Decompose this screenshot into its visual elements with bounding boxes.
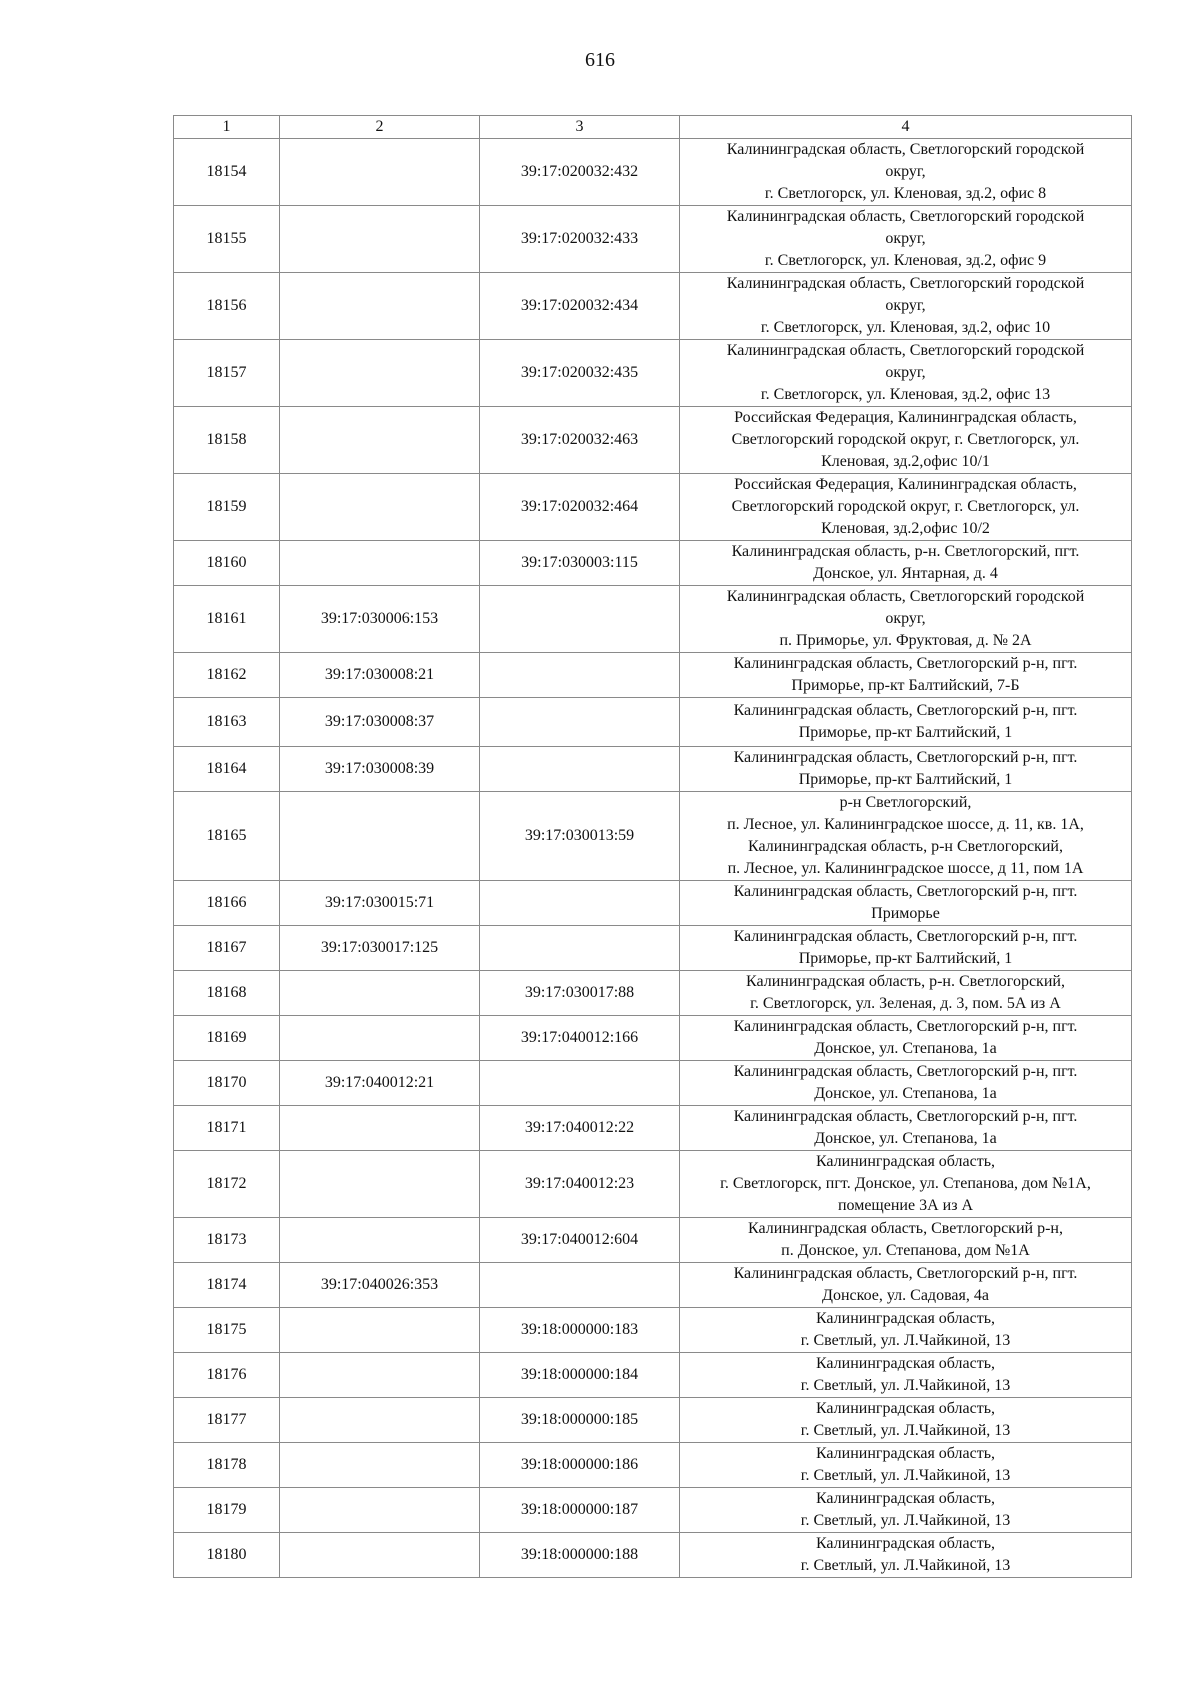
address-line: Калининградская область, Светлогорский городской [726, 208, 1085, 225]
cell-address [680, 586, 1132, 653]
cell-column-3 [480, 586, 680, 653]
cell-address [680, 1308, 1132, 1353]
cell-column-2 [280, 1218, 480, 1263]
cell-column-2: 39:17:030017:125 [280, 926, 480, 971]
table-row [174, 541, 1132, 586]
cell-column-2 [280, 474, 480, 541]
address-line: Калининградская область, р-н. Светлогорский, [746, 973, 1065, 990]
cell-column-2 [280, 1398, 480, 1443]
table-row [174, 698, 1132, 747]
address-line: п. Донское, ул. Степанова, дом №1А [781, 1242, 1030, 1259]
cell-column-3: 39:18:000000:186 [480, 1443, 680, 1488]
address-line: Калининградская область, Светлогорский р-н, пгт. [733, 928, 1078, 945]
cell-column-2 [280, 273, 480, 340]
cell-address [680, 747, 1132, 792]
cell-number: 18171 [174, 1106, 280, 1151]
cell-address [680, 1106, 1132, 1151]
cell-address [680, 273, 1132, 340]
address-line: округ, [885, 610, 926, 627]
cell-column-3: 39:17:030017:88 [480, 971, 680, 1016]
cell-number: 18179 [174, 1488, 280, 1533]
cell-number: 18156 [174, 273, 280, 340]
address-line: Российская Федерация, Калининградская область, [734, 476, 1077, 493]
address-line: р-н Светлогорский, [839, 794, 972, 811]
table-row [174, 792, 1132, 881]
cell-address [680, 792, 1132, 881]
cell-column-3: 39:17:020032:463 [480, 407, 680, 474]
cell-column-3 [480, 1061, 680, 1106]
address-line: г. Светлый, ул. Л.Чайкиной, 13 [800, 1377, 1011, 1394]
cell-column-3: 39:17:020032:432 [480, 139, 680, 206]
cell-number: 18158 [174, 407, 280, 474]
address-line: Калининградская область, Светлогорский р-н, пгт. [733, 1265, 1078, 1282]
cell-number: 18161 [174, 586, 280, 653]
cell-address [680, 1218, 1132, 1263]
address-line: Приморье, пр-кт Балтийский, 1 [798, 950, 1013, 967]
address-line: г. Светлый, ул. Л.Чайкиной, 13 [800, 1467, 1011, 1484]
cell-column-2: 39:17:030008:39 [280, 747, 480, 792]
column-header-1: 1 [174, 116, 280, 139]
address-line: п. Приморье, ул. Фруктовая, д. № 2А [779, 632, 1032, 649]
cell-column-2 [280, 1443, 480, 1488]
address-line: округ, [885, 297, 926, 314]
table-row [174, 474, 1132, 541]
cell-address [680, 698, 1132, 747]
address-line: Донское, ул. Степанова, 1а [814, 1130, 997, 1147]
address-line: округ, [885, 364, 926, 381]
address-line: Донское, ул. Степанова, 1а [814, 1040, 997, 1057]
table-row [174, 971, 1132, 1016]
header-row [174, 116, 1132, 139]
address-line: Светлогорский городской округ, г. Светлогорск, ул. [731, 498, 1080, 515]
table-row [174, 1061, 1132, 1106]
table-row [174, 340, 1132, 407]
address-line: Кленовая, зд.2,офис 10/1 [821, 453, 990, 470]
cell-address [680, 1443, 1132, 1488]
cell-number: 18168 [174, 971, 280, 1016]
address-line: округ, [885, 230, 926, 247]
address-line: г. Светлогорск, ул. Кленовая, зд.2, офис 13 [760, 386, 1051, 403]
cell-address [680, 340, 1132, 407]
cell-column-2: 39:17:030008:21 [280, 653, 480, 698]
cell-column-2: 39:17:040026:353 [280, 1263, 480, 1308]
cell-column-2 [280, 971, 480, 1016]
table-row [174, 926, 1132, 971]
cell-column-3: 39:18:000000:187 [480, 1488, 680, 1533]
table-header [174, 116, 1132, 139]
cell-column-2 [280, 1016, 480, 1061]
cell-number: 18174 [174, 1263, 280, 1308]
cell-number: 18178 [174, 1443, 280, 1488]
registry-table [173, 115, 1132, 1578]
address-line: Калининградская область, Светлогорский р-н, пгт. [733, 1063, 1078, 1080]
address-line: г. Светлый, ул. Л.Чайкиной, 13 [800, 1332, 1011, 1349]
cell-number: 18169 [174, 1016, 280, 1061]
cell-column-3 [480, 698, 680, 747]
address-line: г. Светлогорск, ул. Кленовая, зд.2, офис 8 [764, 185, 1047, 202]
table-row [174, 1308, 1132, 1353]
table-row [174, 1533, 1132, 1578]
cell-address [680, 1016, 1132, 1061]
table-row [174, 1263, 1132, 1308]
cell-address [680, 1533, 1132, 1578]
cell-column-2 [280, 407, 480, 474]
cell-column-3 [480, 653, 680, 698]
cell-number: 18155 [174, 206, 280, 273]
cell-number: 18160 [174, 541, 280, 586]
table-row [174, 1016, 1132, 1061]
cell-address [680, 1263, 1132, 1308]
cell-column-2 [280, 541, 480, 586]
address-line: Приморье, пр-кт Балтийский, 1 [798, 771, 1013, 788]
address-line: Калининградская область, [815, 1310, 996, 1327]
cell-address [680, 1398, 1132, 1443]
cell-number: 18170 [174, 1061, 280, 1106]
cell-column-3: 39:17:020032:433 [480, 206, 680, 273]
address-line: Калининградская область, Светлогорский р-н, пгт. [733, 1018, 1078, 1035]
address-line: Российская Федерация, Калининградская область, [734, 409, 1077, 426]
address-line: округ, [885, 163, 926, 180]
cell-column-3: 39:17:020032:434 [480, 273, 680, 340]
cell-address [680, 541, 1132, 586]
cell-address [680, 1488, 1132, 1533]
cell-number: 18177 [174, 1398, 280, 1443]
address-line: п. Лесное, ул. Калининградское шоссе, д. 11, кв. 1А, [727, 816, 1084, 833]
address-line: Донское, ул. Садовая, 4а [822, 1287, 989, 1304]
cell-column-2 [280, 1353, 480, 1398]
address-line: Приморье, пр-кт Балтийский, 1 [798, 724, 1013, 741]
cell-column-3 [480, 926, 680, 971]
cell-column-3: 39:17:020032:435 [480, 340, 680, 407]
cell-number: 18164 [174, 747, 280, 792]
cell-address [680, 926, 1132, 971]
address-line: Приморье [871, 905, 940, 922]
cell-number: 18180 [174, 1533, 280, 1578]
address-line: Калининградская область, р-н. Светлогорский, пгт. [731, 543, 1080, 560]
cell-address [680, 206, 1132, 273]
table-row [174, 1353, 1132, 1398]
cell-column-3 [480, 747, 680, 792]
address-line: г. Светлый, ул. Л.Чайкиной, 13 [800, 1422, 1011, 1439]
cell-address [680, 1151, 1132, 1218]
cell-address [680, 653, 1132, 698]
address-line: п. Лесное, ул. Калининградское шоссе, д 11, пом 1А [727, 860, 1084, 877]
cell-number: 18154 [174, 139, 280, 206]
cell-column-3: 39:18:000000:185 [480, 1398, 680, 1443]
cell-address [680, 881, 1132, 926]
cell-address [680, 1353, 1132, 1398]
address-line: Калининградская область, [815, 1153, 996, 1170]
table-row [174, 139, 1132, 206]
address-line: Калининградская область, Светлогорский р-н, пгт. [733, 655, 1078, 672]
cell-column-2: 39:17:040012:21 [280, 1061, 480, 1106]
table-row [174, 586, 1132, 653]
cell-number: 18162 [174, 653, 280, 698]
address-line: г. Светлогорск, ул. Зеленая, д. 3, пом. 5А из А [750, 995, 1061, 1012]
address-line: Калининградская область, Светлогорский р-н, [748, 1220, 1063, 1237]
address-line: Калининградская область, Светлогорский городской [726, 588, 1085, 605]
cell-address [680, 474, 1132, 541]
address-line: г. Светлогорск, ул. Кленовая, зд.2, офис 10 [760, 319, 1051, 336]
page-number: 616 [585, 49, 615, 71]
address-line: Калининградская область, Светлогорский р-н, пгт. [733, 883, 1078, 900]
cell-number: 18167 [174, 926, 280, 971]
column-header-3: 3 [480, 116, 680, 139]
table-row [174, 1398, 1132, 1443]
cell-column-2 [280, 139, 480, 206]
address-line: помещение 3А из А [837, 1197, 974, 1214]
cell-number: 18172 [174, 1151, 280, 1218]
cell-column-3 [480, 881, 680, 926]
address-line: г. Светлый, ул. Л.Чайкиной, 13 [800, 1512, 1011, 1529]
address-line: Калининградская область, Светлогорский городской [726, 275, 1085, 292]
cell-number: 18176 [174, 1353, 280, 1398]
address-line: Калининградская область, [815, 1490, 996, 1507]
table-row [174, 407, 1132, 474]
cell-number: 18173 [174, 1218, 280, 1263]
cell-column-3 [480, 1263, 680, 1308]
table-row [174, 273, 1132, 340]
cell-number: 18157 [174, 340, 280, 407]
table-row [174, 1106, 1132, 1151]
cell-column-3: 39:17:040012:604 [480, 1218, 680, 1263]
address-line: Приморье, пр-кт Балтийский, 7-Б [791, 677, 1020, 694]
cell-column-3: 39:17:040012:22 [480, 1106, 680, 1151]
cell-column-3: 39:17:040012:23 [480, 1151, 680, 1218]
address-line: Донское, ул. Янтарная, д. 4 [813, 565, 998, 582]
address-line: Калининградская область, [815, 1355, 996, 1372]
address-line: Калининградская область, Светлогорский городской [726, 342, 1085, 359]
cell-number: 18159 [174, 474, 280, 541]
cell-address [680, 139, 1132, 206]
address-line: г. Светлогорск, пгт. Донское, ул. Степанова, дом №1А, [720, 1175, 1091, 1192]
address-line: Калининградская область, Светлогорский городской [726, 141, 1085, 158]
table-body [174, 139, 1132, 1578]
table-row [174, 881, 1132, 926]
table-row [174, 1443, 1132, 1488]
cell-number: 18165 [174, 792, 280, 881]
table-row [174, 653, 1132, 698]
cell-column-2 [280, 206, 480, 273]
cell-address [680, 1061, 1132, 1106]
address-line: г. Светлогорск, ул. Кленовая, зд.2, офис 9 [764, 252, 1047, 269]
column-header-2: 2 [280, 116, 480, 139]
cell-column-3: 39:18:000000:183 [480, 1308, 680, 1353]
cell-column-2 [280, 1308, 480, 1353]
table-row [174, 747, 1132, 792]
address-line: Донское, ул. Степанова, 1а [814, 1085, 997, 1102]
address-line: Кленовая, зд.2,офис 10/2 [821, 520, 990, 537]
cell-address [680, 971, 1132, 1016]
cell-number: 18166 [174, 881, 280, 926]
cell-address [680, 407, 1132, 474]
cell-column-2 [280, 340, 480, 407]
cell-number: 18175 [174, 1308, 280, 1353]
address-line: Калининградская область, [815, 1445, 996, 1462]
table-row [174, 1488, 1132, 1533]
cell-column-2: 39:17:030006:153 [280, 586, 480, 653]
cell-column-3: 39:17:040012:166 [480, 1016, 680, 1061]
address-line: г. Светлый, ул. Л.Чайкиной, 13 [800, 1557, 1011, 1574]
cell-column-2 [280, 1533, 480, 1578]
address-line: Калининградская область, Светлогорский р-н, пгт. [733, 1108, 1078, 1125]
table-row [174, 1218, 1132, 1263]
cell-column-2 [280, 1106, 480, 1151]
cell-column-3: 39:17:020032:464 [480, 474, 680, 541]
cell-column-2: 39:17:030008:37 [280, 698, 480, 747]
address-line: Калининградская область, Светлогорский р-н, пгт. [733, 702, 1078, 719]
address-line: Калининградская область, Светлогорский р-н, пгт. [733, 749, 1078, 766]
address-line: Светлогорский городской округ, г. Светлогорск, ул. [731, 431, 1080, 448]
address-line: Калининградская область, [815, 1400, 996, 1417]
address-line: Калининградская область, р-н Светлогорский, [748, 838, 1063, 855]
cell-column-2 [280, 792, 480, 881]
column-header-4: 4 [680, 116, 1132, 139]
cell-column-3: 39:18:000000:188 [480, 1533, 680, 1578]
cell-column-2 [280, 1151, 480, 1218]
table-row [174, 206, 1132, 273]
cell-column-3: 39:18:000000:184 [480, 1353, 680, 1398]
table-row [174, 1151, 1132, 1218]
cell-column-2: 39:17:030015:71 [280, 881, 480, 926]
cell-column-3: 39:17:030003:115 [480, 541, 680, 586]
cell-column-3: 39:17:030013:59 [480, 792, 680, 881]
cell-column-2 [280, 1488, 480, 1533]
address-line: Калининградская область, [815, 1535, 996, 1552]
cell-number: 18163 [174, 698, 280, 747]
